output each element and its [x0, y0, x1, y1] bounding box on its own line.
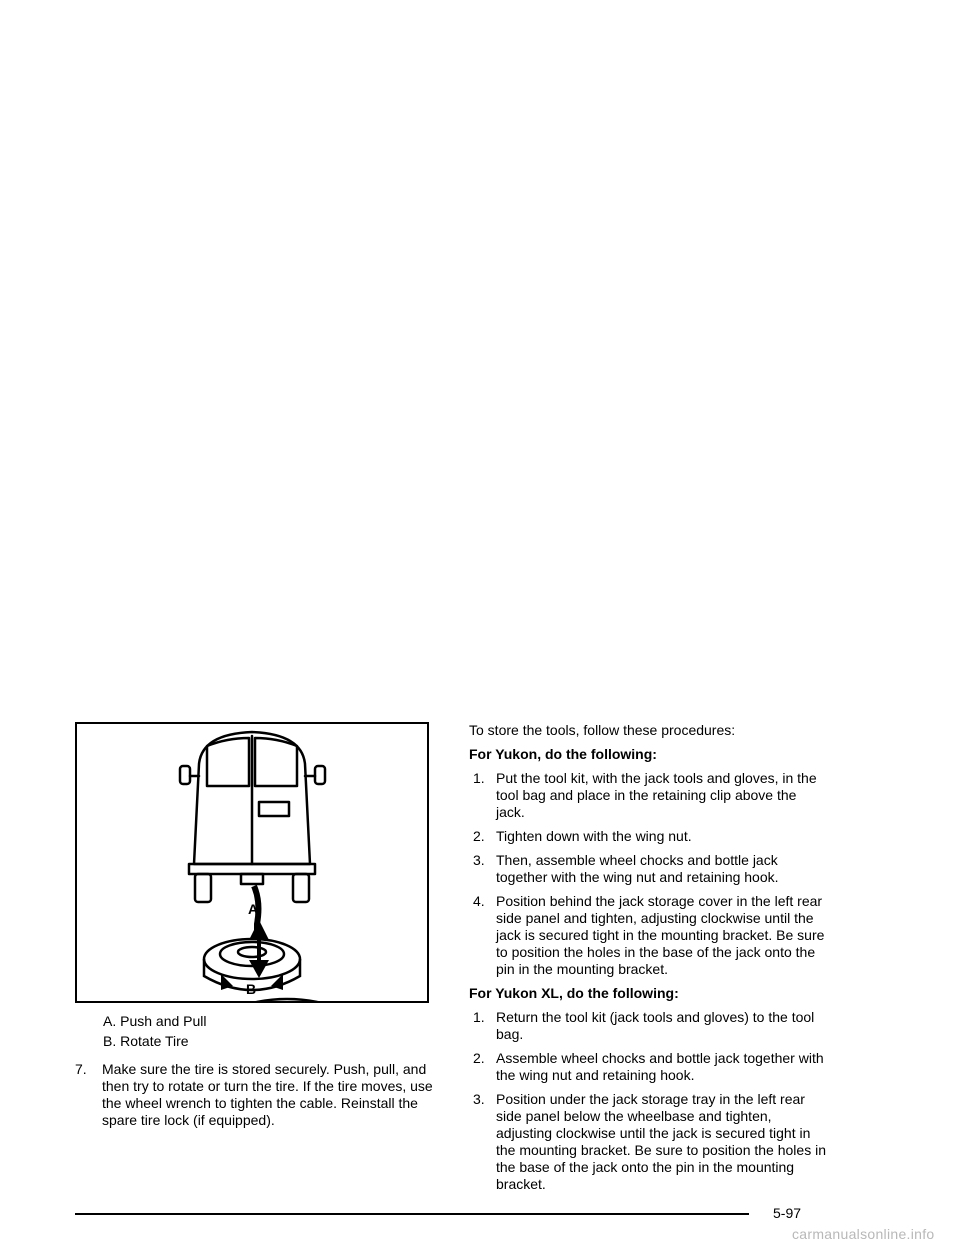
watermark: carmanualsonline.info	[792, 1226, 935, 1242]
list-item: 1. Return the tool kit (jack tools and gloves) to the tool bag.	[473, 1009, 815, 1042]
footer-rule	[75, 1213, 749, 1215]
step-7-number: 7.	[75, 1061, 87, 1077]
list-item: 3. Position under the jack storage tray in the left rear side panel below the wheelbase and tighten, adjusting clockwise until the jack is secured tight in the mounting bracket. Be sure to position the holes in the base of the jack onto the pin in the mounting bracket.	[473, 1091, 826, 1192]
figure-label-b: B	[246, 981, 257, 997]
figure-label-a: A	[248, 901, 259, 917]
step-7-text: Make sure the tire is stored securely. Push, pull, and then try to rotate or turn the tire. If the tire moves, use the wheel wrench to tighten the cable. Reinstall the spare tire lock (if equipped).	[102, 1061, 433, 1128]
right-column	[469, 722, 829, 1200]
yukon-steps	[469, 770, 829, 978]
list-item: 4. Position behind the jack storage cover in the left rear side panel and tighten, adjusting clockwise until the jack is secured tight in the mounting bracket. Be sure to position the holes in the base of the jack onto the pin in the mounting bracket.	[473, 893, 825, 977]
yukon-xl-heading: For Yukon XL, do the following:	[469, 985, 679, 1001]
caption-item-b: B. Rotate Tire	[103, 1033, 189, 1049]
caption-item-a: A. Push and Pull	[103, 1013, 207, 1029]
list-item: 2. Assemble wheel chocks and bottle jack together with the wing nut and retaining hook.	[473, 1050, 824, 1083]
page-number: 5-97	[773, 1205, 802, 1221]
list-item: 2. Tighten down with the wing nut.	[473, 828, 692, 844]
van-and-tire-drawing	[77, 724, 427, 1001]
step-7	[75, 1061, 435, 1129]
yukon-heading: For Yukon, do the following:	[469, 746, 657, 762]
figure-caption	[103, 1011, 207, 1051]
list-item: 3. Then, assemble wheel chocks and bottle jack together with the wing nut and retaining hook.	[473, 852, 779, 885]
list-item: 1. Put the tool kit, with the jack tools and gloves, in the tool bag and place in the retaining clip above the jack.	[473, 770, 817, 820]
yukon-xl-steps	[469, 1009, 829, 1193]
spare-tire-illustration	[75, 722, 429, 1003]
storage-intro: To store the tools, follow these procedures:	[469, 722, 736, 738]
